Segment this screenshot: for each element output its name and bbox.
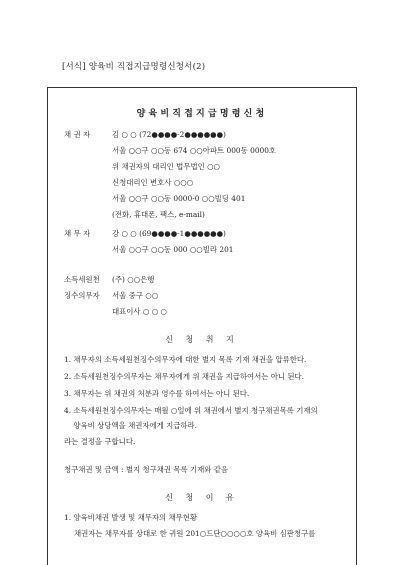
creditor-line: 서울 ○○구 ○○동 674 ○○아파트 000동 0000호 <box>112 146 277 155</box>
purpose-item: 1. 채무자의 소득세원천징수의무자에 대한 별지 목록 기재 채권을 압류한다. <box>64 355 307 364</box>
debtor-label: 채 무 자 <box>64 229 91 238</box>
purpose-item: 3. 채무자는 위 채권의 처분과 영수를 하여서는 아니 된다. <box>64 389 250 398</box>
document-frame <box>47 87 357 565</box>
creditor-label: 채 권 자 <box>64 130 91 139</box>
garnishee-name: (주) ○○은행 <box>112 275 155 284</box>
creditor-line: 서울 ○○구 ○○동 0000-0 ○○빌딩 401 <box>112 194 246 203</box>
reason-item: 1. 양육비채권 발생 및 채무자의 채무현황 <box>64 513 198 522</box>
purpose-item: 양육비 상당액을 채권자에게 지급하라. <box>64 421 198 430</box>
creditor-line: (전화, 휴대폰, 팩스, e-mail) <box>112 210 205 219</box>
reason-item: 채권자는 채무자를 상대로 한 귀원 201○드단○○○○호 양육비 심판청구를 <box>74 529 316 538</box>
garnishee-representative: 대표이사 ○ ○ ○ <box>112 307 167 316</box>
reason-heading: 신 청 이 유 <box>165 493 239 502</box>
purpose-closing: 라는 결정을 구합니다. <box>64 437 136 446</box>
document-title: 양육비직접지급명령신청 <box>136 109 268 119</box>
form-label: [서식] 양육비 직접지급명령신청서(2) <box>62 62 206 72</box>
debtor-line: 서울 ○○구 ○○동 000 ○○빌라 201 <box>112 245 234 254</box>
creditor-line: 김 ○ ○ (72●●●●-2●●●●●●) <box>112 130 226 139</box>
garnishee-label: 징수의무자 <box>64 291 100 300</box>
purpose-item: 2. 소득세원천징수의무자는 채무자에게 위 채권을 지급하여서는 아니 된다. <box>64 372 305 381</box>
creditor-line: 위 채권자의 대리인 법무법인 ○○ <box>112 162 220 171</box>
creditor-line: 신청대리인 변호사 ○○○ <box>112 178 194 187</box>
garnishee-address: 서울 중구 ○○ <box>112 291 159 300</box>
garnishee-label: 소득세원천 <box>64 275 100 284</box>
purpose-heading: 신 청 취 지 <box>165 335 239 344</box>
debtor-line: 강 ○ ○ (69●●●●-1●●●●●●) <box>112 229 226 238</box>
claim-line: 청구채권 및 금액 : 별지 청구채권 목록 기재와 같음 <box>64 465 229 474</box>
purpose-item: 4. 소득세원천징수의무자는 매월 ○일에 위 채권에서 별지 청구채권목록 기재의 <box>64 406 318 415</box>
